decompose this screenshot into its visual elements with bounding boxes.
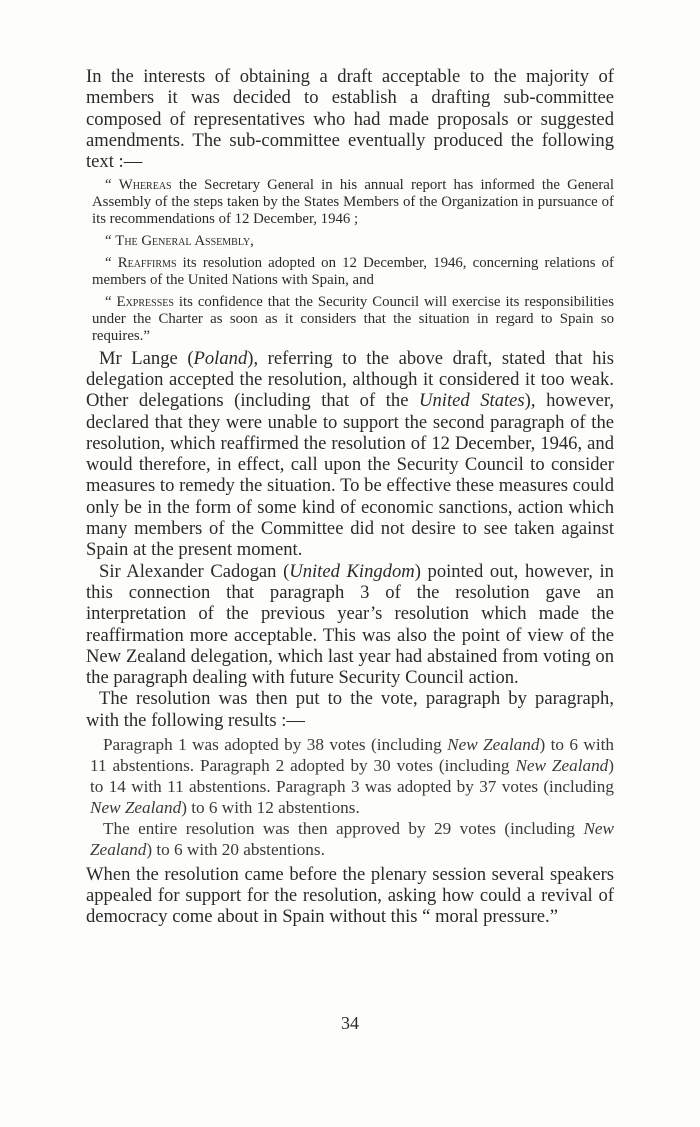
quote-whereas: “ Whereas the Secretary General in his annual report has informed the General Assembly of the steps taken by the States Members of the Organization in pursuance of its recommendations of 12 December, 1946 ; bbox=[92, 177, 614, 228]
paragraph-entire-resolution: The entire resolution was then approved by 29 votes (including New Zealand) to 6 with 20 abstentions. bbox=[90, 819, 614, 860]
paragraph-vote-intro: The resolution was then put to the vote, paragraph by paragraph, with the following results :— bbox=[86, 688, 614, 731]
quote-lead-word: Whereas bbox=[118, 177, 172, 194]
page-number: 34 bbox=[341, 1013, 359, 1033]
quote-lead-word: The General Assembly, bbox=[115, 233, 254, 250]
quote-expresses: “ Expresses its confidence that the Security Council will exercise its responsibilities under the Charter as soon as it considers that the situation in regard to Spain so requires.” bbox=[92, 293, 614, 344]
quote-lead-word: Expresses bbox=[116, 293, 174, 310]
quote-lead-word: Reaffirms bbox=[117, 255, 177, 272]
quote-general-assembly: “ The General Assembly, bbox=[105, 233, 254, 250]
paragraph-cadogan: Sir Alexander Cadogan (United Kingdom) pointed out, however, in this connection that paragraph 3 of the resolution gave an interpretation of the previous year’s resolution which made the reaffirmation more acceptable. This was also the point of view of the New Zealand delegation, which last year had abstained from voting on the paragraph dealing with future Security Council action. bbox=[86, 560, 614, 689]
paragraph-vote-results: Paragraph 1 was adopted by 38 votes (including New Zealand) to 6 with 11 abstentions. Paragraph 2 adopted by 30 votes (including New Zealand) to 14 with 11 abstentions. Paragraph 3 was adopted by 37 votes (including New Zealand) to 6 with 12 abstentions. bbox=[90, 734, 614, 818]
paragraph-plenary: When the resolution came before the plenary session several speakers appealed for support for the resolution, asking how could a revival of democracy come about in Spain without this “ moral pressure.” bbox=[86, 863, 614, 928]
quote-reaffirms: “ Reaffirms its resolution adopted on 12 December, 1946, concerning relations of members of the United Nations with Spain, and bbox=[92, 255, 614, 289]
paragraph-subcommittee: In the interests of obtaining a draft acceptable to the majority of members it was decided to establish a drafting sub-committee composed of representatives who had made proposals or suggested amendments. The sub-committee eventually produced the following text :— bbox=[86, 66, 614, 173]
paragraph-lange: Mr Lange (Poland), referring to the above draft, stated that his delegation accepted the resolution, although it considered it too weak. Other delegations (including that of the United States), however, declared that they were unable to support the second paragraph of the resolution, which reaffirmed the resolution of 12 December, 1946, and would therefore, in effect, call upon the Security Council to consider measures to remedy the situation. To be effective these measures could only be in the form of some kind of economic sanctions, action which many members of the Committee did not desire to see taken against Spain at the present moment. bbox=[86, 347, 615, 561]
